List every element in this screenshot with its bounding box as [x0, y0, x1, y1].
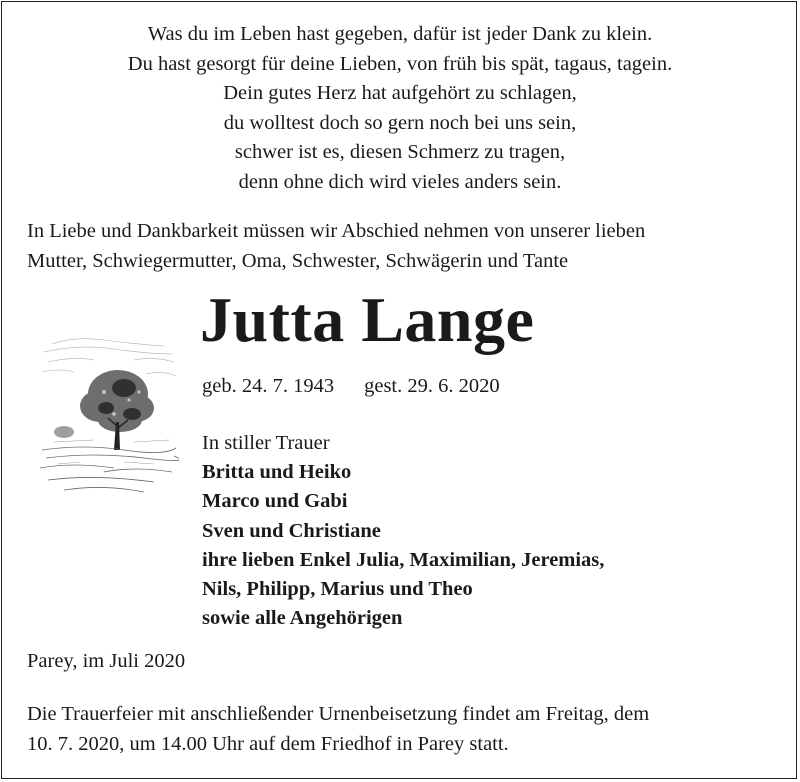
mourner-line: Nils, Philipp, Marius und Theo	[202, 578, 473, 601]
mourner-line: Sven und Christiane	[202, 519, 381, 542]
funeral-info	[27, 700, 787, 759]
poem-line: schwer ist es, diesen Schmerz zu tragen,	[234, 141, 566, 163]
tree-landscape-icon	[34, 322, 179, 498]
mourners-heading: In stiller Trauer	[202, 432, 330, 454]
mourner-line: sowie alle Angehörigen	[202, 607, 403, 630]
place-date: Parey, im Juli 2020	[27, 650, 186, 672]
intro-text	[27, 217, 787, 276]
poem-line: Dein gutes Herz hat aufgehört zu schlagen,	[223, 82, 577, 104]
poem-line: Du hast gesorgt für deine Lieben, von früh bis spät, tagaus, tagein.	[127, 52, 673, 75]
mourner-line: Marco und Gabi	[202, 490, 348, 513]
intro-line: Mutter, Schwiegermutter, Oma, Schwester, Schwägerin und Tante	[27, 249, 569, 272]
poem-line: denn ohne dich wird vieles anders sein.	[238, 170, 562, 193]
deceased-name: Jutta Lange	[200, 284, 535, 355]
life-dates	[202, 372, 500, 401]
funeral-line: 10. 7. 2020, um 14.00 Uhr auf dem Friedhof in Parey statt.	[27, 732, 509, 755]
mourner-line: ihre lieben Enkel Julia, Maximilian, Jeremias,	[202, 548, 605, 571]
mourners-list	[202, 429, 604, 633]
poem-line: Was du im Leben hast gegeben, dafür ist jeder Dank zu klein.	[147, 23, 653, 45]
funeral-line: Die Trauerfeier mit anschließender Urnenbeisetzung findet am Freitag, dem	[27, 703, 650, 725]
poem-line: du wolltest doch so gern noch bei uns sein,	[223, 111, 577, 134]
intro-line: In Liebe und Dankbarkeit müssen wir Abschied nehmen von unserer lieben	[27, 220, 646, 242]
death-date: gest. 29. 6. 2020	[364, 375, 500, 397]
birth-date: geb. 24. 7. 1943	[202, 375, 335, 397]
mourner-line: Britta und Heiko	[202, 461, 352, 484]
poem	[0, 20, 800, 197]
